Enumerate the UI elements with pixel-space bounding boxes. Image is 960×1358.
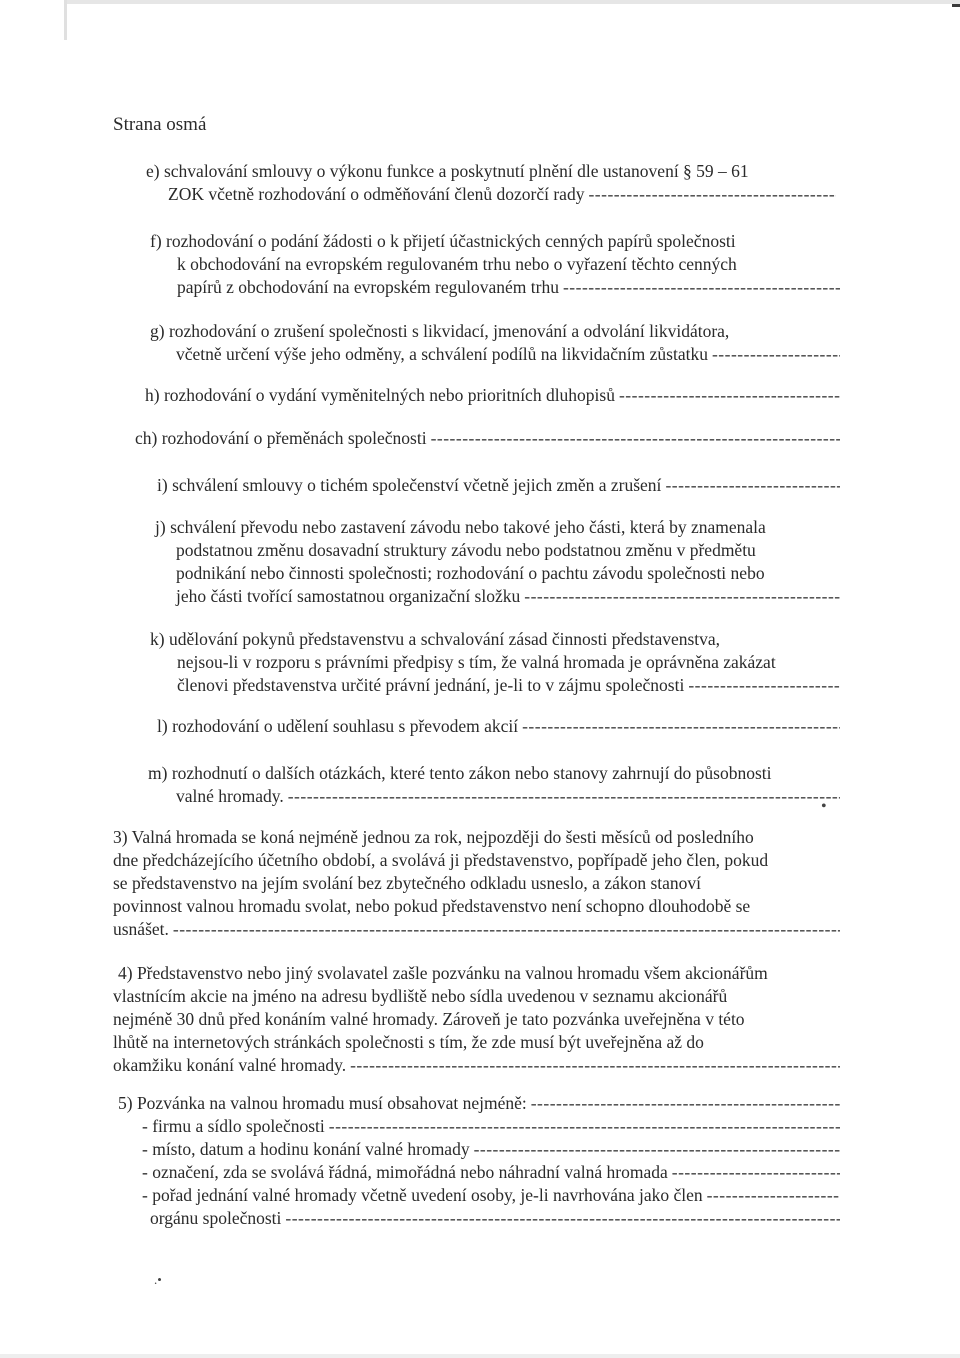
item-m-text-1: m) rozhodnutí o dalších otázkách, které tento zákon nebo stanovy zahrnují do působnosti — [148, 763, 772, 783]
item-g-dash-leader — [712, 343, 840, 366]
item-ch-dash-leader — [431, 427, 840, 450]
item-ch — [135, 427, 840, 450]
item-k-text-2: nejsou-li v rozporu s právními předpisy s tím, že valná hromada je oprávněna zakázat — [177, 652, 776, 672]
paragraph-5-list-4 — [113, 1184, 840, 1207]
paragraph-4-text-3: nejméně 30 dnů před konáním valné hromady. Zároveň je tato pozvánka uveřejněna v této — [113, 1009, 745, 1029]
item-m-text-2: valné hromady. — [176, 786, 284, 806]
paragraph-4-line-5 — [113, 1054, 840, 1077]
paragraph-4-text-1: 4) Představenstvo nebo jiný svolavatel zašle pozvánku na valnou hromadu všem akcionářům — [118, 963, 768, 983]
item-e-text-1: e) schvalování smlouvy o výkonu funkce a poskytnutí plnění dle ustanovení § 59 – 61 — [146, 161, 749, 181]
paragraph-3-line-5 — [113, 918, 840, 941]
item-e-line-2 — [146, 183, 836, 206]
item-l-dash-leader — [522, 715, 840, 738]
paragraph-5 — [113, 1092, 840, 1230]
scan-edge-top — [64, 0, 960, 4]
scan-edge-left — [64, 0, 67, 40]
paragraph-3-line-2 — [113, 849, 840, 872]
item-f-text-1: f) rozhodování o podání žádosti o k přijetí účastnických cenných papírů společnosti — [150, 231, 736, 251]
item-f-line-2 — [150, 253, 840, 276]
item-f-text-2: k obchodování na evropském regulovaném trhu nebo o vyřazení těchto cenných — [177, 254, 737, 274]
item-j-line-2 — [155, 539, 840, 562]
paragraph-5-list-text-3: - označení, zda se svolává řádná, mimořádná nebo náhradní valná hromada — [142, 1162, 668, 1182]
item-k-text-1: k) udělování pokynů představenstvu a schvalování zásad činnosti představenstva, — [150, 629, 721, 649]
paragraph-5-intro: 5) Pozvánka na valnou hromadu musí obsahovat nejméně: — [118, 1093, 527, 1113]
paragraph-5-list-text-5: orgánu společnosti — [150, 1208, 282, 1228]
item-f-dash-leader — [563, 276, 840, 299]
item-ch-text-1: ch) rozhodování o přeměnách společnosti — [135, 428, 427, 448]
item-e — [146, 160, 836, 206]
paragraph-5-list-text-2: - místo, datum a hodinu konání valné hromady — [142, 1139, 470, 1159]
paragraph-4-dash-leader — [350, 1054, 840, 1077]
paragraph-3 — [113, 826, 840, 941]
item-g-line-2 — [150, 343, 840, 366]
item-j-text-3: podnikání nebo činnosti společnosti; rozhodování o pachtu závodu společnosti nebo — [176, 563, 765, 583]
scan-edge-bottom — [0, 1354, 960, 1358]
item-j-line-4 — [155, 585, 840, 608]
paragraph-4-text-5: okamžiku konání valné hromady. — [113, 1055, 347, 1075]
item-h-line-1 — [145, 384, 840, 407]
scan-corner-mark — [952, 4, 960, 7]
item-k-line-2 — [150, 651, 840, 674]
item-i-dash-leader — [665, 474, 840, 497]
stray-mark-bottom: .• — [154, 1272, 162, 1287]
paragraph-5-list-dash-3 — [672, 1161, 840, 1184]
paragraph-4-line-3 — [113, 1008, 840, 1031]
paragraph-5-list-2 — [113, 1138, 840, 1161]
paragraph-5-list-dash-1 — [329, 1115, 840, 1138]
item-g-line-1 — [150, 320, 840, 343]
paragraph-3-text-1: 3) Valná hromada se koná nejméně jednou za rok, nejpozději do šesti měsíců od posledního — [113, 827, 754, 847]
item-h-text-1: h) rozhodování o vydání vyměnitelných nebo prioritních dluhopisů — [145, 385, 615, 405]
item-j-text-4: jeho části tvořící samostatnou organizační složku — [176, 586, 521, 606]
item-k-text-3: členovi představenstva určité právní jednání, je-li to v zájmu společnosti — [177, 675, 685, 695]
item-m-line-1 — [148, 762, 840, 785]
item-k-line-1 — [150, 628, 840, 651]
item-g — [150, 320, 840, 366]
item-m — [148, 762, 840, 808]
paragraph-3-text-3: se představenstvo na jejím svolání bez zbytečného odkladu usneslo, a zákon stanoví — [113, 873, 702, 893]
item-l-line-1 — [157, 715, 840, 738]
item-i-text-1: i) schválení smlouvy o tichém společenství včetně jejich změn a zrušení — [157, 475, 662, 495]
paragraph-5-list-text-4: - pořad jednání valné hromady včetně uvedení osoby, je-li navrhována jako člen — [142, 1185, 703, 1205]
paragraph-5-intro-line — [113, 1092, 840, 1115]
paragraph-3-line-4 — [113, 895, 840, 918]
item-f-text-3: papírů z obchodování na evropském regulovaném trhu — [177, 277, 559, 297]
paragraph-5-list-5 — [113, 1207, 840, 1230]
item-f-line-3 — [150, 276, 840, 299]
item-m-line-2 — [148, 785, 840, 808]
paragraph-4-line-1 — [113, 962, 840, 985]
paragraph-3-line-1 — [113, 826, 840, 849]
paragraph-5-list-dash-4 — [707, 1184, 840, 1207]
paragraph-4-line-2 — [113, 985, 840, 1008]
item-e-dash-leader — [588, 183, 836, 206]
item-ch-line-1 — [135, 427, 840, 450]
item-k-dash-leader — [688, 674, 840, 697]
paragraph-4 — [113, 962, 840, 1077]
item-l-text-1: l) rozhodování o udělení souhlasu s převodem akcií — [157, 716, 519, 736]
item-j-line-3 — [155, 562, 840, 585]
item-h — [145, 384, 840, 407]
item-j-dash-leader — [524, 585, 840, 608]
item-k-line-3 — [150, 674, 840, 697]
item-j-text-1: j) schválení převodu nebo zastavení závodu nebo takové jeho části, která by znamenala — [155, 517, 766, 537]
item-j-line-1 — [155, 516, 840, 539]
paragraph-3-dash-leader — [173, 918, 840, 941]
page-header: Strana osmá — [113, 114, 207, 135]
paragraph-5-intro-dash — [531, 1092, 840, 1115]
paragraph-4-text-4: lhůtě na internetových stránkách společnosti s tím, že zde musí být uveřejněna až do — [113, 1032, 704, 1052]
paragraph-3-text-4: povinnost valnou hromadu svolat, nebo pokud představenstvo není schopno dlouhodobě se — [113, 896, 751, 916]
item-e-line-1 — [146, 160, 836, 183]
item-j — [155, 516, 840, 608]
paragraph-4-line-4 — [113, 1031, 840, 1054]
item-e-text-2: ZOK včetně rozhodování o odměňování členů dozorčí rady — [168, 184, 585, 204]
paragraph-5-list-dash-5 — [285, 1207, 840, 1230]
paragraph-3-text-2: dne předcházejícího účetního období, a svolává ji představenstvo, popřípadě jeho člen, pokud — [113, 850, 769, 870]
paragraph-3-text-5: usnášet. — [113, 919, 169, 939]
item-f-line-1 — [150, 230, 840, 253]
item-l — [157, 715, 840, 738]
paragraph-5-list-text-1: - firmu a sídlo společnosti — [142, 1116, 325, 1136]
item-j-text-2: podstatnou změnu dosavadní struktury závodu nebo podstatnou změnu v předmětu — [176, 540, 756, 560]
item-f — [150, 230, 840, 299]
paragraph-5-list-3 — [113, 1161, 840, 1184]
item-m-dash-leader — [288, 785, 840, 808]
item-k — [150, 628, 840, 697]
item-g-text-2: včetně určení výše jeho odměny, a schválení podílů na likvidačním zůstatku — [176, 344, 708, 364]
item-g-text-1: g) rozhodování o zrušení společnosti s likvidací, jmenování a odvolání likvidátora, — [150, 321, 730, 341]
item-i-line-1 — [157, 474, 840, 497]
item-h-dash-leader — [619, 384, 840, 407]
stray-dot-mark: • — [821, 798, 827, 815]
paragraph-4-text-2: vlastnícím akcie na jméno na adresu bydliště nebo sídla uvedenou v seznamu akcionářů — [113, 986, 728, 1006]
paragraph-3-line-3 — [113, 872, 840, 895]
paragraph-5-list-1 — [113, 1115, 840, 1138]
paragraph-5-list-dash-2 — [474, 1138, 840, 1161]
item-i — [157, 474, 840, 497]
